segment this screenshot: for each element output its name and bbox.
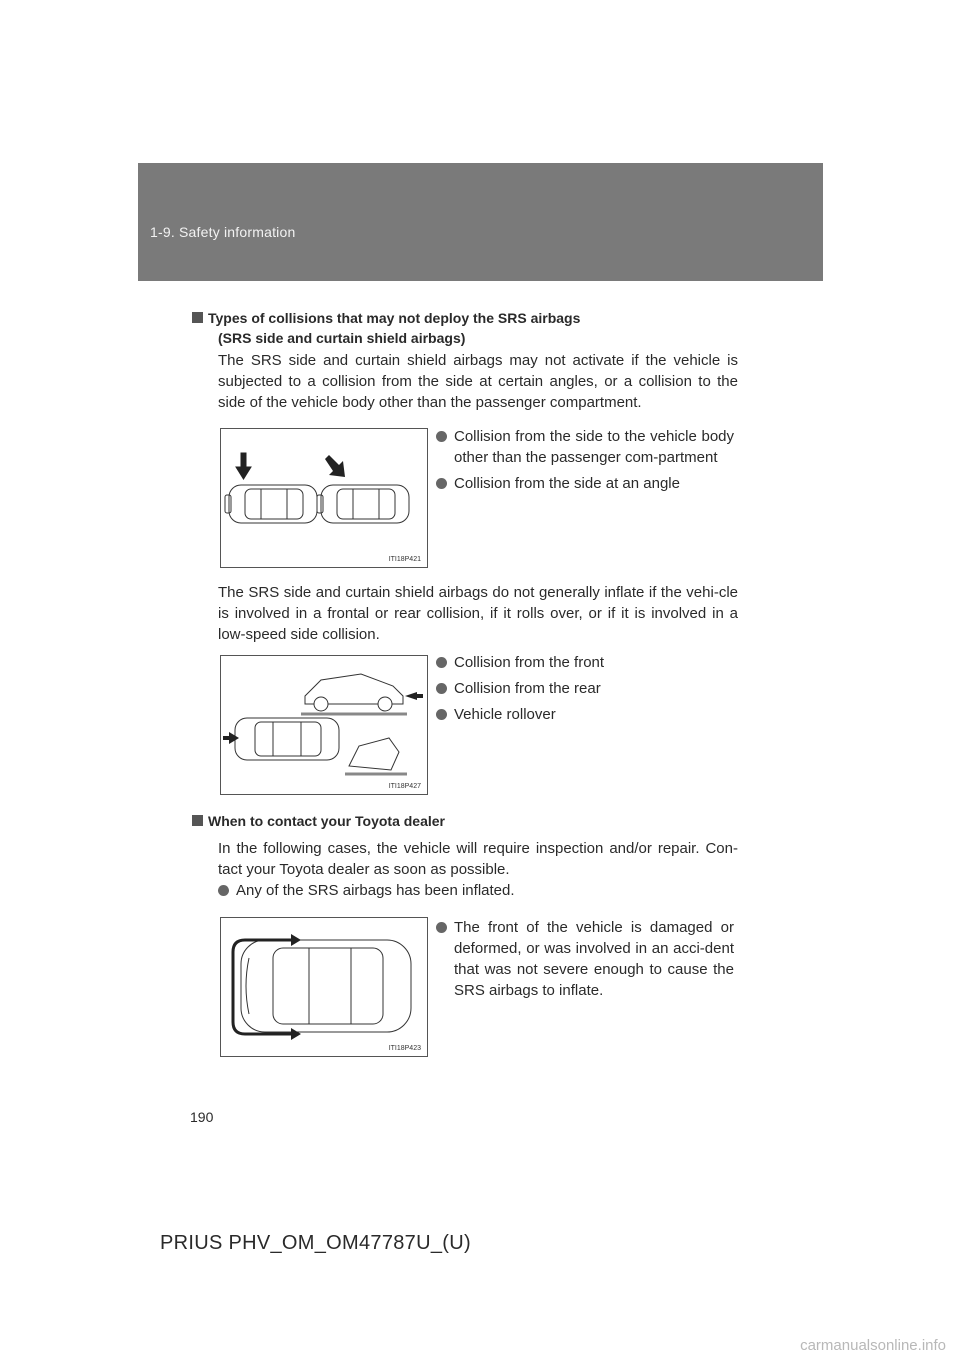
list-item: Any of the SRS airbags has been inflated.	[218, 880, 756, 901]
front-rear-rollover-illustration	[221, 656, 427, 794]
arrow-down-icon	[236, 453, 251, 479]
bullet-dot-icon	[436, 478, 447, 489]
list-item: The front of the vehicle is damaged or deformed, or was involved in an acci-dent that was not severe enough to cause the SRS airbags to inflate.	[436, 917, 734, 1001]
bullet-dot-icon	[436, 922, 447, 933]
bullet-dot-icon	[436, 431, 447, 442]
bullets-side-collision	[436, 426, 734, 499]
figure-front-damage	[220, 917, 428, 1057]
bullet-dot-icon	[436, 709, 447, 720]
bullet-dot-icon	[218, 885, 229, 896]
car-top-view-icon	[225, 485, 317, 523]
header-band	[138, 163, 823, 281]
document-id: PRIUS PHV_OM_OM47787U_(U)	[160, 1232, 471, 1254]
list-item: Collision from the side to the vehicle body other than the passenger com-partment	[436, 426, 734, 468]
bullet-dot-icon	[436, 683, 447, 694]
car-side-view-icon	[301, 674, 407, 714]
square-bullet-icon	[192, 312, 203, 323]
section-heading-collisions: Types of collisions that may not deploy the SRS airbags (SRS side and curtain shield airbags)	[192, 308, 580, 348]
bullets-front-rear-rollover	[436, 652, 734, 730]
bullet-dot-icon	[436, 657, 447, 668]
car-rollover-icon	[345, 738, 407, 774]
list-item: Vehicle rollover	[436, 704, 734, 725]
list-item: Collision from the front	[436, 652, 734, 673]
page-number: 190	[190, 1109, 214, 1125]
arrow-left-icon	[405, 692, 423, 700]
intro-paragraph: The SRS side and curtain shield airbags may not activate if the vehicle is subjected to a collision from the side at certain angles, or a collision to the side of the vehicle body other than the passenger compartment.	[218, 352, 738, 411]
figure-code: ITI18P427	[388, 783, 421, 790]
figure-code: ITI18P421	[388, 556, 421, 563]
section-heading-contact-dealer: When to contact your Toyota dealer	[192, 811, 445, 831]
dealer-paragraph: In the following cases, the vehicle will require inspection and/or repair. Con-tact your Toyota dealer as soon as possible.	[218, 840, 738, 878]
front-damage-illustration	[221, 918, 427, 1056]
list-item: Collision from the side at an angle	[436, 473, 734, 494]
section-title: 1-9. Safety information	[150, 224, 296, 240]
car-top-view-icon	[317, 485, 409, 523]
side-collision-illustration	[221, 429, 427, 567]
car-top-view-icon	[241, 940, 411, 1032]
arrow-right-icon	[223, 732, 239, 744]
figure-side-collision	[220, 428, 428, 568]
figure-code: ITI18P423	[388, 1045, 421, 1052]
car-top-view-icon	[235, 718, 339, 760]
arrow-diagonal-icon	[325, 455, 345, 477]
watermark: carmanualsonline.info	[800, 1337, 946, 1354]
inflation-paragraph: The SRS side and curtain shield airbags do not generally inflate if the vehi-cle is involved in a frontal or rear collision, if it rolls over, or if it is involved in a low-speed side collision.	[218, 584, 738, 643]
bullets-front-damage	[436, 917, 734, 1006]
square-bullet-icon	[192, 815, 203, 826]
list-item: Collision from the rear	[436, 678, 734, 699]
figure-front-rear-rollover	[220, 655, 428, 795]
section-heading-line2: (SRS side and curtain shield airbags)	[218, 330, 466, 346]
